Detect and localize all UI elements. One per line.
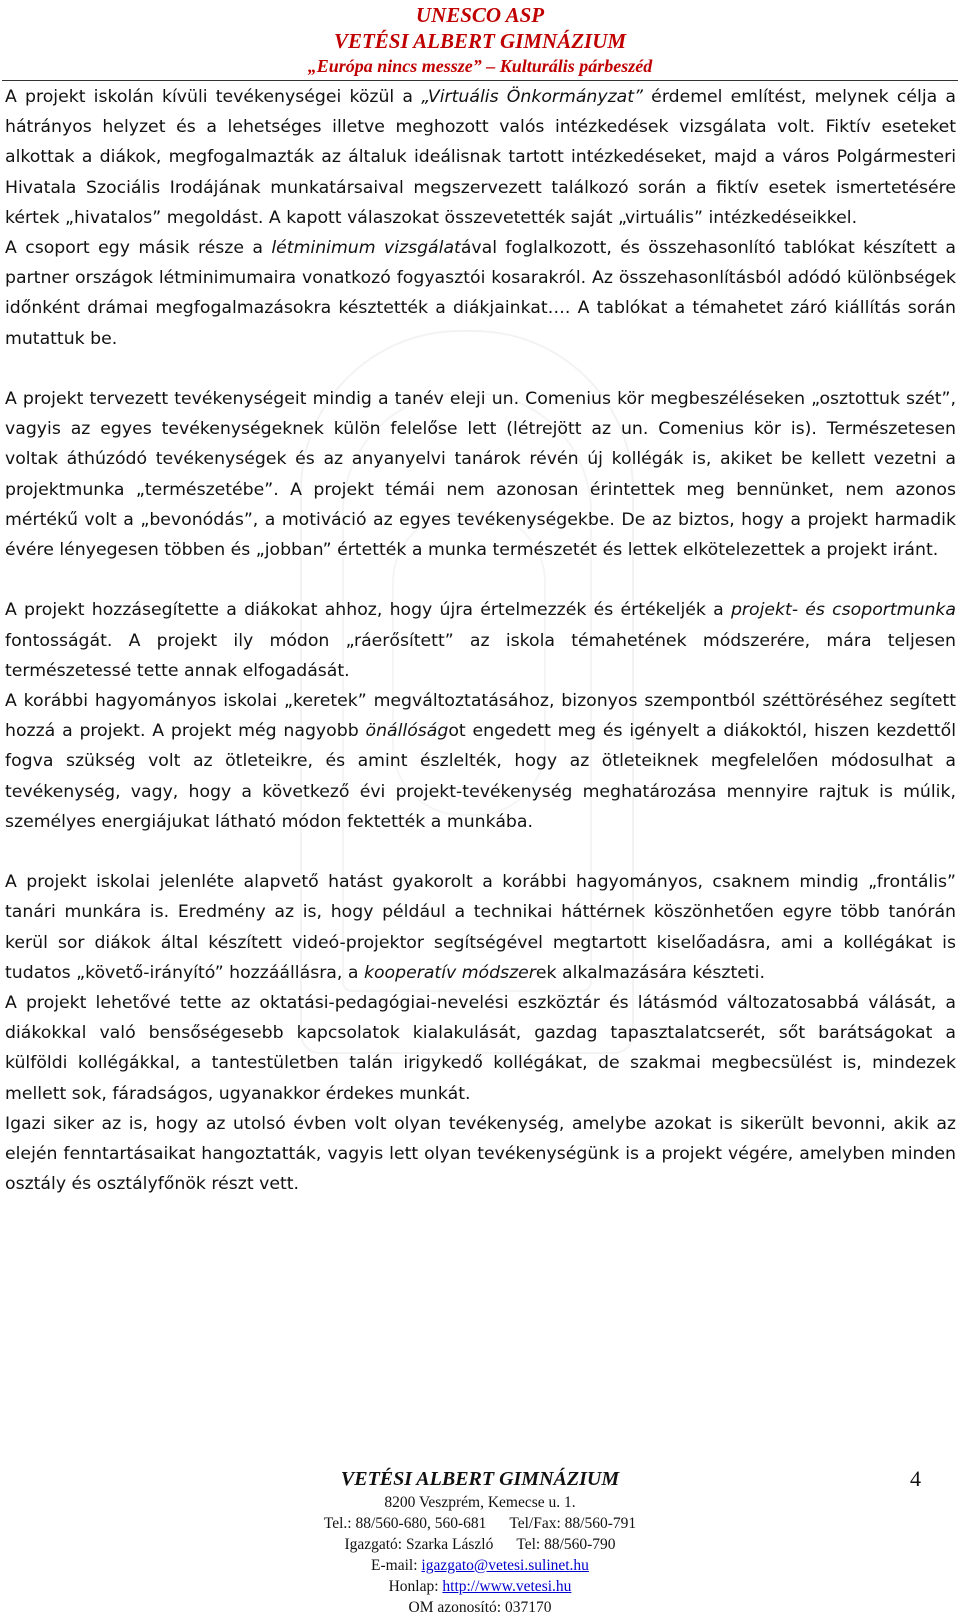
page-footer	[230, 1466, 730, 1618]
text-run: ek alkalmazására készteti.	[535, 962, 765, 983]
header-divider	[2, 80, 958, 81]
header-line-school: VETÉSI ALBERT GIMNÁZIUM	[333, 29, 627, 53]
paragraph-5	[5, 686, 956, 837]
emphasis-text: „Virtuális Önkormányzat”	[421, 87, 643, 107]
footer-address: 8200 Veszprém, Kemecse u. 1.	[384, 1494, 576, 1511]
paragraph-1	[5, 82, 956, 233]
header-line-unesco: UNESCO ASP	[415, 3, 545, 27]
emphasis-text: önállóság	[365, 721, 449, 742]
text-run: fontosságát. A projekt ily módon „ráerősített” az iskola témahetének módszerére, mára teljesen természetessé tette annak elfogadását.	[5, 630, 956, 681]
paragraph-7: A projekt lehetővé tette az oktatási-pedagógiai-nevelési eszköztár és látásmód változatosabbá válását, a diákokkal való bensőségesebb kapcsolatok kialakulását, gazdag tapasztalatcserét, sőt barátságokat a külföldi kollégákkal, a tantestületben talán irigykedő kollégákat, de szakmai megbecsülést is, mindezek mellett sok, fáradságos, ugyanakkor érdekes munkát.	[5, 993, 956, 1104]
text-run: A projekt hozzásegítette a diákokat ahhoz, hogy újra értelmezzék és értékeljék a	[5, 600, 731, 621]
text-run: A projekt iskolai jelenléte alapvető hatást gyakorolt a korábbi hagyományos, csaknem mindig „frontális” tanári munkára is. Eredmény az is, hogy például a technikai háttérnek köszönhetően egyre több tanórán kerül sor diákok által készített videó-projektor segítségével megtartott kiselőadásra, ami a kollégákat is tudatos „követő-irányító” hozzáállásra, a	[5, 872, 956, 983]
header-line-project: „Európa nincs messze” – Kulturális párbeszéd	[307, 56, 653, 76]
text-run: A projekt iskolán kívüli tevékenységei közül a	[5, 87, 422, 107]
text-run: érdemel említést, melynek célja a hátrányos helyzet és a lehetséges illetve meghozott valós intézkedések vizsgálata volt. Fiktív eseteket alkottak a diákok, megfogalmazták az általuk ideálisnak tartott intézkedéseket, majd a város Polgármesteri Hivatala Szociális Irodájának munkatársaival megszervezett találkozó során a fiktív esetek ismertetésére kértek „hivatalos” megoldást. A kapott válaszokat összevetették saját „virtuális” intézkedéseikkel.	[5, 87, 956, 228]
paragraph-8: Igazi siker az is, hogy az utolsó évben volt olyan tevékenység, amelybe azokat is sikerült bevonni, akik az elején fenntartásaikat hangoztatták, vagyis lett olyan tevékenységünk is a projekt végére, amelyben minden osztály és osztályfőnök részt vett.	[5, 1113, 956, 1195]
page-number: 4	[910, 1466, 921, 1491]
footer-web-line	[230, 1576, 730, 1597]
footer-email-line	[230, 1555, 730, 1576]
web-label: Honlap:	[388, 1578, 443, 1595]
text-run: A korábbi hagyományos iskolai „keretek” megváltoztatásához, bizonyos szempontból széttöréséhez segített hozzá a projekt. A projekt még nagyobb	[5, 691, 956, 742]
paragraph-2	[5, 233, 956, 354]
paragraph-6	[5, 867, 956, 988]
emphasis-text: kooperatív módszer	[363, 962, 536, 983]
website-link[interactable]: http://www.vetesi.hu	[442, 1578, 572, 1595]
email-link[interactable]: igazgato@vetesi.sulinet.hu	[421, 1557, 589, 1574]
emphasis-text: projekt- és csoportmunka	[730, 600, 956, 621]
footer-om-id: OM azonosító: 037170	[408, 1599, 552, 1616]
text-run: ával foglalkozott, és összehasonlító tablókat készített a partner országok létminimumaira vonatkozó fogyasztói kosarakról. Az összehasonlításból adódó különbségek időnként drámai megfogalmazásokra késztették a diákjainkat…. A tablókat a témahetet záró kiállítás során mutattuk be.	[5, 238, 956, 349]
page-header	[0, 2, 960, 78]
text-run: A csoport egy másik része a	[5, 238, 272, 259]
footer-phone: Tel.: 88/560-680, 560-681 Tel/Fax: 88/560-791	[323, 1515, 637, 1532]
emphasis-text: létminimum vizsgálat	[271, 238, 461, 259]
footer-school-name: VETÉSI ALBERT GIMNÁZIUM	[340, 1468, 620, 1490]
email-label: E-mail:	[371, 1557, 422, 1574]
paragraph-4	[5, 595, 956, 686]
paragraph-3: A projekt tervezett tevékenységeit mindig a tanév eleji un. Comenius kör megbeszéléseken „osztottuk szét”, vagyis az egyes tevékenységeknek külön felelőse lett (létrejött az un. Comenius kör is). Természetesen voltak áthúzódó tevékenységek és az anyanyelvi tanárok révén új kollégák is, akiket be kellett vezetni a projektmunka „természetébe”. A projekt témái nem azonosan érintettek meg bennünket, nem azonos mértékű volt a „bevonódás”, a motiváció az egyes tevékenységekbe. De az biztos, hogy a projekt harmadik évére lényegesen többen és „jobban” értették a munka természetét és lettek elkötelezettek a projekt iránt.	[5, 389, 956, 561]
text-run: ot engedett meg és igényelt a diákoktól, hiszen kezdettől fogva szükség volt az ötleteikre, és amint észlelték, hogy az ötleteiknek megfelelően módosulhat a tevékenység, vagy, hogy a következő évi projekt-tevékenység meghatározása mennyire rajtuk is múlik, személyes energiájukat látható módon fektették a munkába.	[5, 721, 956, 832]
document-body	[5, 82, 956, 1199]
footer-principal: Igazgató: Szarka László Tel: 88/560-790	[344, 1536, 616, 1553]
